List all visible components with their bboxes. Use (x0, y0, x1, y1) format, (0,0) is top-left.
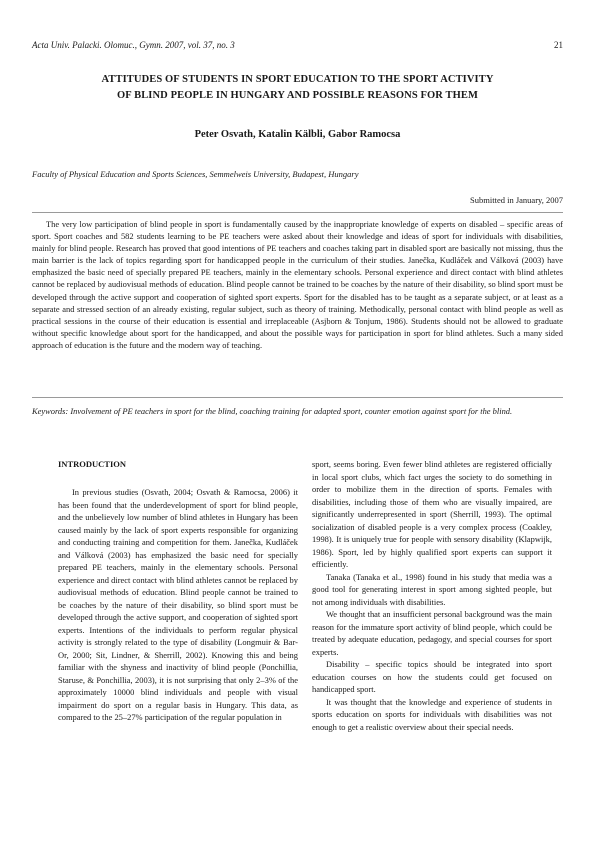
section-heading: INTRODUCTION (58, 459, 127, 469)
paragraph: We thought that an insufficient personal background was the main reason for the immature sport activity of blind people, which could be treated by adequate education, pedagogy, and special courses for sport experts. (312, 609, 552, 657)
divider-top (32, 212, 563, 213)
divider-bottom (32, 397, 563, 398)
paragraph: Tanaka (Tanaka et al., 1998) found in his study that media was a good tool for generating interest in sport among sighted people, but not among individuals with disabilities. (312, 571, 552, 607)
keywords: Keywords: Involvement of PE teachers in sport for the blind, coaching training for adapted sport, counter emotion against sport for the blind. (32, 406, 513, 416)
title-line-2: OF BLIND PEOPLE IN HUNGARY AND POSSIBLE REASONS FOR THEM (116, 90, 479, 101)
paragraph: Disability – specific topics should be integrated into sport education courses on how the students could get focused on handicapped sport. (312, 659, 552, 694)
page-number: 21 (554, 40, 563, 50)
author-list: Peter Osvath, Katalin Kälbli, Gabor Ramocsa (194, 129, 401, 140)
right-column (312, 458, 552, 733)
paragraph: In previous studies (Osvath, 2004; Osvath & Ramocsa, 2006) it has been found that the underdevelopment of sport for blind people, and the unbelievely low number of blind athletes in Hungary has been caused mainly by the lack of sport experts responsible for organizing and conducting training and competition for them. Janečka, Kudláček and Válková (2003) has emphasized the basic need for specially prepared PE teachers, mainly in the elementary schools. Personal experience and direct contact with blind athletes cannot be replaced by audiovisual methods of education. Blind people cannot be trained to be coaches by the nature of their disability, so blind sport must be developed through the active support, and cooperation of sighted sport experts. Intentions of the individuals to perform regular physical activity is strongly related to the type of disability (Longmuir & Bar-Or, 2000; Sit, Lindner, & Sherrill, 2002). Knowing this and being familiar with the shyness and inactivity of blind people (Ponchillia, Staruse, & Ponchillia, 2003), it is not surprising that only 2–3% of the approximately 10000 blind individuals and people with visual impairment do sport on a regular basis in Hungary. This data, as compared to the 25–27% participation of the regular population in (58, 487, 298, 722)
paragraph: sport, seems boring. Even fewer blind athletes are registered officially in local sport clubs, which fact urges the society to do something in order to mobilize them in the direction of sports. Females with disabilities, including those of them who are visually impaired, are significantly underrepresented in sport (Sherrill, 1993). The optimal socialization of disabled people is a very complex process (Coakley, 1998). It is uniquely true for people with sensory disability (Klapwijk, 1986). Sport, led by highly qualified sport experts can support it efficiently. (312, 459, 552, 569)
title-line-1: ATTITUDES OF STUDENTS IN SPORT EDUCATION TO THE SPORT ACTIVITY (101, 74, 494, 85)
affiliation: Faculty of Physical Education and Sports Sciences, Semmelweis University, Budapest, Hungary (32, 169, 359, 179)
submission-date: Submitted in January, 2007 (470, 195, 563, 205)
journal-citation: Acta Univ. Palacki. Olomuc., Gymn. 2007, vol. 37, no. 3 (32, 40, 235, 50)
paragraph: It was thought that the knowledge and experience of students in sports education on sports for individuals with disabilities was not enough to get a realistic overview about their special needs. (312, 696, 552, 732)
left-column (58, 458, 298, 724)
abstract: The very low participation of blind people in sport is fundamentally caused by the inappropriate knowledge of experts on disabled – specific areas of sport. Sport coaches and 582 students learning to be PE teachers were asked about their knowledge and ideas of sport for individuals with disabilities, mainly for blind people. Research has proved that good intentions of PE teachers and coaches taking part in disabled sport are basically not missing, thus the main barrier is the lack of topics regarding sport for handicapped people in the curriculum of their studies. Janečka, Kudláček and Válková (2003) have emphasized the basic need of specially prepared PE teachers, mainly in the elementary schools. Personal experience and direct contact with blind athletes cannot be replaced by audiovisual methods of education. Blind people cannot be trained to be coaches by the nature of their disability, so blind sport must be developed through the active support and cooperation of sighted sport experts. Sport for the disabled has to be taught as a separate subject, or at least as a separate and stressed section of an already existing, regular subject, such as theory of training. Methodically, personal contact with blind people as well as practical sessions in the course of their education is essential and irreplaceable (Asjborn & Tonjum, 1986). Students should not be allowed to graduate without specific knowledge about sport for the handicapped, and about the possible ways for participation in sport for blind athletes. Such a many sided approach of education is the future and the modern way of teaching. (32, 219, 563, 350)
article-title (40, 72, 555, 104)
